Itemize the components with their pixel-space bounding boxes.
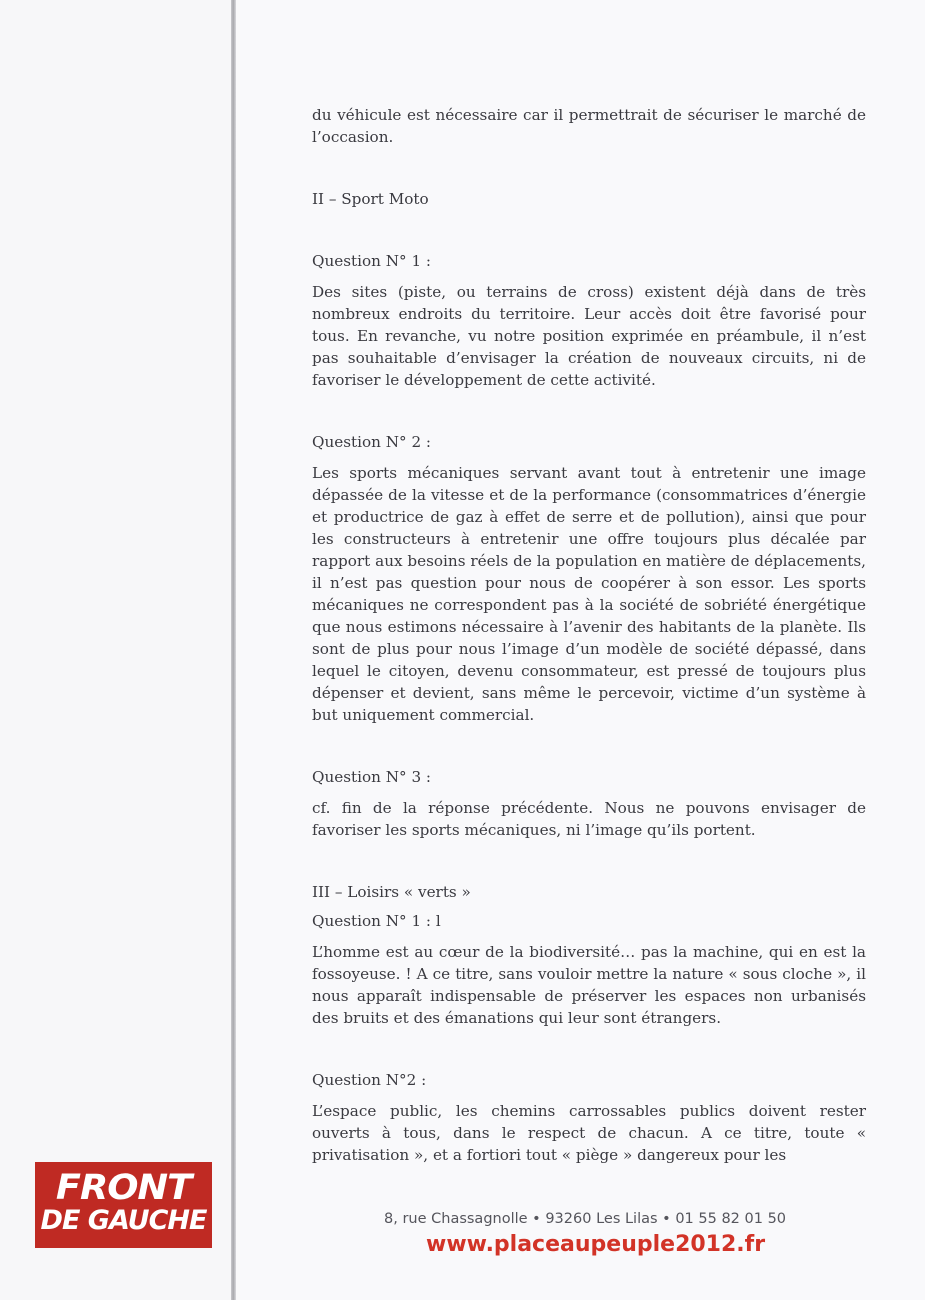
section-2-question-1-answer: Des sites (piste, ou terrains de cross) existent déjà dans de très nombreux endroits du territoire. Leur accès doit être favorisé pour tous. En revanche, vu notre position exprimée en préambule, il n’est pas souhaitable d’envisager la création de nouveaux circuits, ni de favoriser le développement de cette activité.	[312, 283, 866, 389]
section-2-question-3-answer: cf. fin de la réponse précédente. Nous ne pouvons envisager de favoriser les sports mécaniques, ni l’image qu’ils portent.	[312, 799, 866, 839]
footer-url[interactable]: www.placeaupeuple2012.fr	[426, 1232, 766, 1257]
document-body	[312, 104, 866, 1166]
logo-line-1: FRONT	[55, 1168, 192, 1208]
intro-paragraph: du véhicule est nécessaire car il permettrait de sécuriser le marché de l’occasion.	[312, 106, 866, 146]
section-3-question-2-answer: L’espace public, les chemins carrossables publics doivent rester ouverts à tous, dans le respect de chacun. A ce titre, toute « privatisation », et a fortiori tout « piège » dangereux pour les	[312, 1102, 866, 1164]
section-3-question-2-label: Question N°2 :	[312, 1071, 427, 1089]
section-3-question-1-label: Question N° 1 : l	[312, 912, 441, 930]
left-margin	[0, 0, 232, 1300]
front-de-gauche-logo	[35, 1162, 212, 1248]
section-3-title: III – Loisirs « verts »	[312, 883, 471, 901]
logo-line-2: DE GAUCHE	[40, 1205, 207, 1236]
section-3-question-1-answer: L’homme est au cœur de la biodiversité… pas la machine, qui en est la fossoyeuse. ! A ce titre, sans vouloir mettre la nature « sous cloche », il nous apparaît indispensable de préserver les espaces non urbanisés des bruits et des émanations qui leur sont étrangers.	[312, 943, 866, 1027]
section-2-question-2-answer: Les sports mécaniques servant avant tout à entretenir une image dépassée de la vitesse et de la performance (consommatrices d’énergie et productrice de gaz à effet de serre et de pollution), ainsi que pour les constructeurs à entretenir une offre toujours plus décalée par rapport aux besoins réels de la population en matière de déplacements, il n’est pas question pour nous de coopérer à son essor. Les sports mécaniques ne correspondent pas à la société de sobriété énergétique que nous estimons nécessaire à l’avenir des habitants de la planète. Ils sont de plus pour nous l’image d’un modèle de société dépassé, dans lequel le citoyen, devenu consommateur, est pressé de toujours plus dépenser et devient, sans même le percevoir, victime d’un système à but uniquement commercial.	[312, 464, 866, 724]
section-2-question-3-label: Question N° 3 :	[312, 768, 432, 786]
section-2-question-1-label: Question N° 1 :	[312, 252, 432, 270]
section-2-title: II – Sport Moto	[312, 190, 429, 208]
section-2-question-2-label: Question N° 2 :	[312, 433, 432, 451]
footer-address: 8, rue Chassagnolle • 93260 Les Lilas • 01 55 82 01 50	[384, 1211, 787, 1227]
